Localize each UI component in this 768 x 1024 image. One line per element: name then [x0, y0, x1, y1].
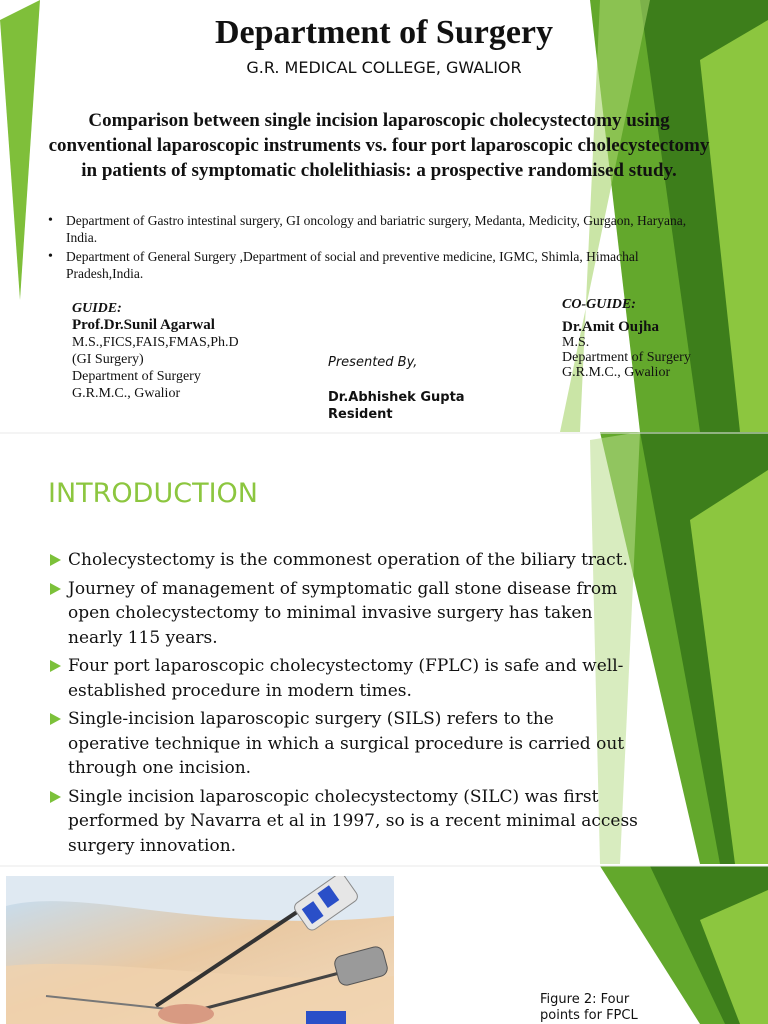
- co-guide-department: Department of Surgery: [562, 350, 691, 365]
- guide-name: Prof.Dr.Sunil Agarwal: [72, 317, 215, 333]
- guide-institution: G.R.M.C., Gwalior: [72, 386, 181, 401]
- guide-department: Department of Surgery: [72, 369, 201, 384]
- co-guide-block: [562, 297, 691, 380]
- introduction-bullets: [48, 548, 638, 862]
- guide-specialty: (GI Surgery): [72, 352, 144, 367]
- page-title: Department of Surgery: [214, 14, 554, 51]
- study-title: Comparison between single incision laparoscopic cholecystectomy using conventional laparoscopic instruments vs. four port laparoscopic cholecystectomy in patients of symptomatic cholelithiasis: a prospective randomised study.: [48, 110, 710, 181]
- presenter-block: [328, 354, 465, 423]
- introduction-heading: INTRODUCTION: [48, 478, 258, 509]
- intro-bullet: Journey of management of symptomatic gall stone disease from open cholecystectomy to minimal invasive surgery has taken nearly 115 years.: [48, 577, 638, 651]
- presenter-name: Dr.Abhishek Gupta: [328, 390, 465, 405]
- guide-qualifications: M.S.,FICS,FAIS,FMAS,Ph.D: [72, 335, 239, 350]
- college-name: G.R. MEDICAL COLLEGE, GWALIOR: [246, 58, 522, 77]
- co-guide-qualifications: M.S.: [562, 335, 590, 350]
- presenter-role: Resident: [328, 407, 393, 422]
- surgery-photo: [6, 876, 394, 1024]
- affiliation-list: [48, 212, 688, 284]
- intro-bullet: Single incision laparoscopic cholecystectomy (SILC) was first performed by Navarra et al in 1997, so is a recent minimal access surgery innovation.: [48, 785, 638, 859]
- guide-block: [72, 300, 239, 402]
- intro-bullet: Single-incision laparoscopic surgery (SILS) refers to the operative technique in which a surgical procedure is carried out through one incision.: [48, 707, 638, 781]
- affiliation-item: • Department of General Surgery ,Department of social and preventive medicine, IGMC, Shimla, Himachal Pradesh,India.: [48, 248, 688, 282]
- co-guide-institution: G.R.M.C., Gwalior: [562, 365, 671, 380]
- figure-caption: Figure 2: Four points for FPCL: [540, 992, 638, 1023]
- affiliation-item: • Department of Gastro intestinal surgery, GI oncology and bariatric surgery, Medanta, Medicity, Gurgaon, Haryana, India.: [48, 212, 688, 246]
- guide-label: GUIDE:: [72, 301, 122, 316]
- intro-bullet: Cholecystectomy is the commonest operation of the biliary tract.: [48, 548, 638, 573]
- co-guide-label: CO-GUIDE:: [562, 297, 636, 312]
- co-guide-name: Dr.Amit Oujha: [562, 319, 659, 335]
- intro-bullet: Four port laparoscopic cholecystectomy (FPLC) is safe and well-established procedure in modern times.: [48, 654, 638, 703]
- presented-by-label: Presented By,: [328, 355, 418, 370]
